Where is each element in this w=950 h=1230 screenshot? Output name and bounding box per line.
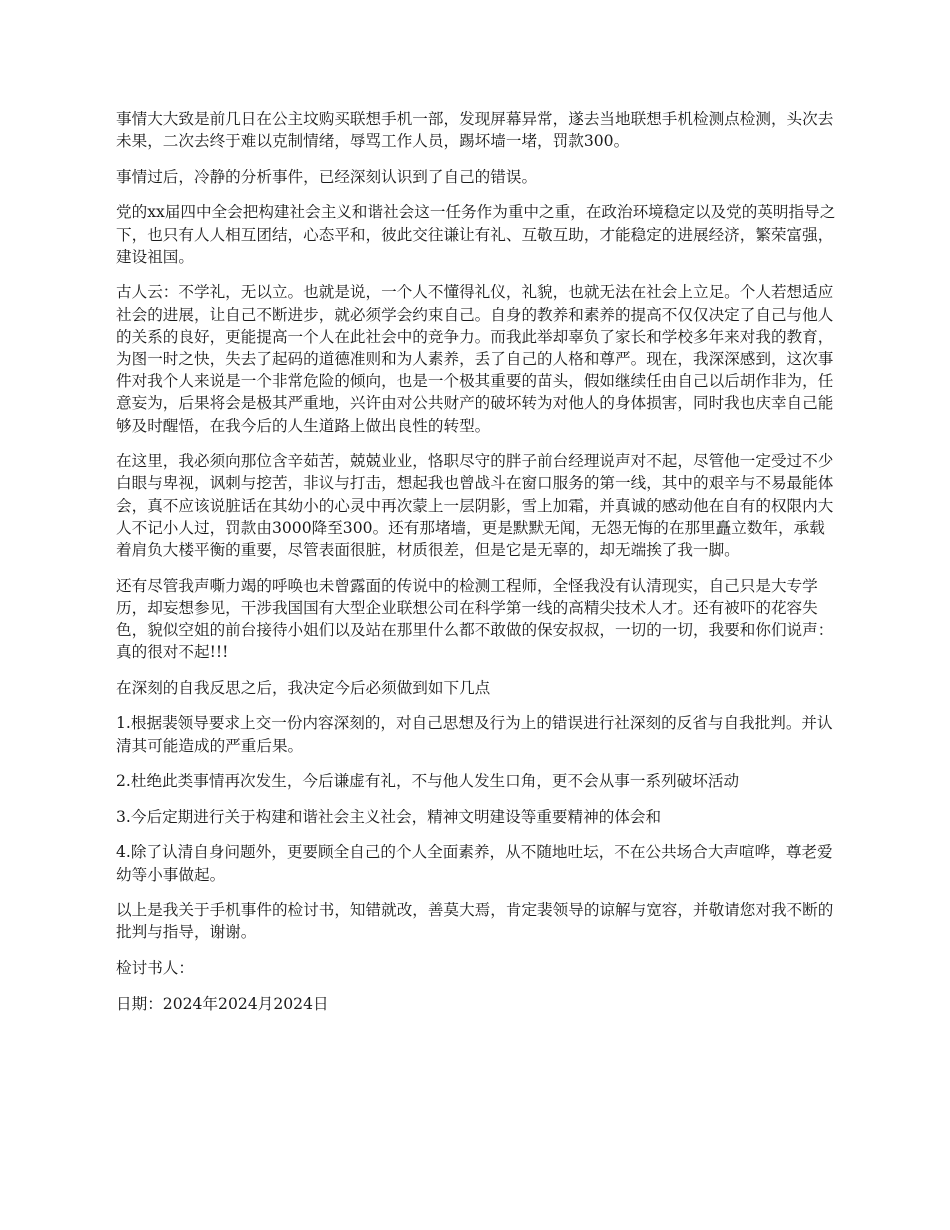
list-item-1: 1.根据裴领导要求上交一份内容深刻的，对自己思想及行为上的错误进行社深刻的反省与自我批判。并认清其可能造成的严重后果。 — [116, 714, 833, 755]
list-item-4: 4.除了认清自身问题外，更要顾全自己的个人全面素养，从不随地吐坛，不在公共场合大声喧哗，尊老爱幼等小事做起。 — [116, 843, 833, 884]
paragraph-incident: 事情大大致是前几日在公主坟购买联想手机一部，发现屏幕异常，遂去当地联想手机检测点检测，头次去未果，二次去终于难以克制情绪，辱骂工作人员，踢坏墙一堵，罚款300。 — [116, 110, 834, 151]
list-item-2: 2.杜绝此类事情再次发生，今后谦虚有礼，不与他人发生口角，更不会从事一系列破坏活动 — [116, 772, 740, 791]
paragraph-apology-staff: 还有尽管我声嘶力竭的呼唤也未曾露面的传说中的检测工程师，全怪我没有认清现实，自己只是大专学历，却妄想参见，干涉我国国有大型企业联想公司在科学第一线的高精尖技术人才。还有被吓的花容失色，貌似空姐的前台接待小姐们以及站在那里什么都不敢做的保安叔叔，一切的一切，我要和你们说声：真的很对不起!!! — [116, 576, 834, 662]
paragraph-reflection: 事情过后，冷静的分析事件，已经深刻认识到了自己的错误。 — [116, 167, 538, 186]
signature-line: 检讨书人： — [116, 958, 194, 977]
list-item-3: 3.今后定期进行关于构建和谐社会主义社会，精神文明建设等重要精神的体会和 — [116, 807, 662, 826]
paragraph-closing: 以上是我关于手机事件的检讨书，知错就改，善莫大焉，肯定裴领导的谅解与宽容，并敬请您对我不断的批判与指导，谢谢。 — [116, 901, 834, 942]
paragraph-resolution-intro: 在深刻的自我反思之后，我决定今后必须做到如下几点 — [116, 678, 491, 697]
document-body — [116, 108, 840, 1028]
paragraph-etiquette: 古人云：不学礼，无以立。也就是说，一个人不懂得礼仪，礼貌，也就无法在社会上立足。个人若想适应社会的进展，让自己不断进步，就必须学会约束自己。自身的教养和素养的提高不仅仅决定了自己与他人的关系的良好，更能提高一个人在此社会中的竞争力。而我此举却辜负了家长和学校多年来对我的教育，为图一时之快，失去了起码的道德准则和为人素养，丢了自己的人格和尊严。现在，我深深感到，这次事件对我个人来说是一个非常危险的倾向，也是一个极其重要的苗头，假如继续任由自己以后胡作非为，任意妄为，后果将会是极其严重地，兴许由对公共财产的破坏转为对他人的身体损害，同时我也庆幸自己能够及时醒悟，在我今后的人生道路上做出良性的转型。 — [116, 283, 834, 435]
paragraph-harmony: 党的xx届四中全会把构建社会主义和谐社会这一任务作为重中之重，在政治环境稳定以及党的英明指导之下，也只有人人相互团结，心态平和，彼此交往谦让有礼、互敬互助，才能稳定的进展经济，繁荣富强，建设祖国。 — [116, 203, 836, 266]
date-line: 日期：2024年2024月2024日 — [116, 994, 329, 1013]
paragraph-apology-manager: 在这里，我必须向那位含辛茹苦，兢兢业业，恪职尽守的胖子前台经理说声对不起，尽管他一定受过不少白眼与卑视，讽刺与挖苦，非议与打击，想起我也曾战斗在窗口服务的第一线，其中的艰辛与不易最能体会，真不应该说脏话在其幼小的心灵中再次蒙上一层阴影，雪上加霜，并真诚的感动他在自有的权限内大人不记小人过，罚款由3000降至300。还有那堵墙，更是默默无闻，无怨无悔的在那里矗立数年，承载着肩负大楼平衡的重要，尽管表面很脏，材质很差，但是它是无辜的，却无端挨了我一脚。 — [116, 452, 834, 560]
